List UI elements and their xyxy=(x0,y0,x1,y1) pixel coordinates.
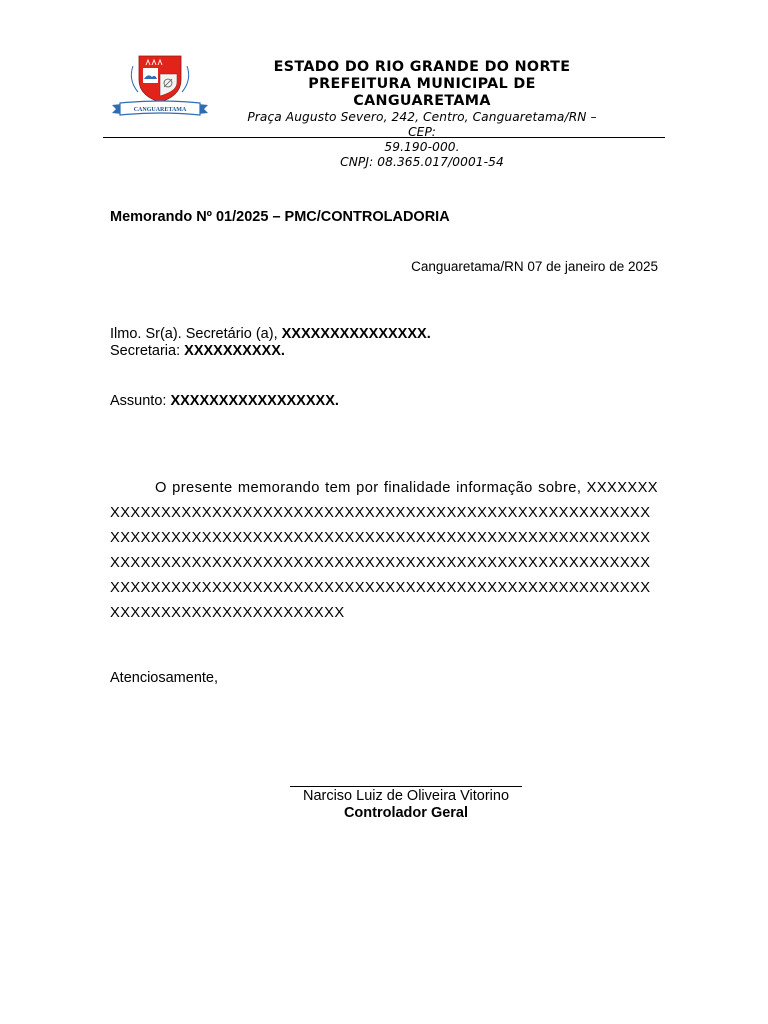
header-divider xyxy=(103,137,665,138)
closing: Atenciosamente, xyxy=(110,670,219,686)
address-line-1: Praça Augusto Severo, 242, Centro, Canguaretama/RN – CEP: xyxy=(247,110,597,139)
crest-banner-text: CANGUARETAMA xyxy=(133,107,187,113)
signature-line xyxy=(290,786,522,787)
letterhead xyxy=(240,59,604,170)
cnpj: CNPJ: 08.365.017/0001-54 xyxy=(340,155,504,169)
secretaria-label: Secretaria: xyxy=(110,343,185,359)
subject-value: XXXXXXXXXXXXXXXXX. xyxy=(170,393,339,409)
municipal-crest-logo xyxy=(108,52,212,122)
prefecture-name: PREFEITURA MUNICIPAL DE CANGUARETAMA xyxy=(308,76,536,109)
recipient-greeting xyxy=(110,326,431,342)
recipient-name: XXXXXXXXXXXXXXX. xyxy=(281,326,431,342)
signatory-name: Narciso Luiz de Oliveira Vitorino xyxy=(302,788,510,804)
address-line-2: 59.190-000. xyxy=(384,140,460,154)
memo-title: Memorando Nº 01/2025 – PMC/CONTROLADORIA xyxy=(110,209,450,225)
recipient-greeting-label: Ilmo. Sr(a). Secretário (a), xyxy=(110,326,282,342)
memo-subject xyxy=(110,393,339,409)
recipient-secretaria xyxy=(110,343,285,359)
secretaria-value: XXXXXXXXXX. xyxy=(184,343,285,359)
memo-body: O presente memorando tem por finalidade informação sobre, XXXXXXXXXXXXXXXXXXXXXXXXXXXXXXXXXXXXXXXXXXXXXXXXXXXXXXXXXXXXXXXXXXXXXXXXXXXXXXXXXXXXXXXXXXXXXXXXXXXXXXXXXXXXXXXXXXXXXXXXXXXXXXXXXXXXXXXXXXXXXXXXXXXXXXXXXXXXXXXXXXXXXXXXXXXXXXXXXXXXXXXXXXXXXXXXXXXXXXXXXXXXXXXXXXXXXXXXXXXXXXXXXXXXXXXXXXXXXXXXXX xyxy=(110,480,658,621)
subject-label: Assunto: xyxy=(110,393,171,409)
memo-date: Canguaretama/RN 07 de janeiro de 2025 xyxy=(411,259,658,274)
state-name: ESTADO DO RIO GRANDE DO NORTE xyxy=(273,59,571,75)
signatory-role: Controlador Geral xyxy=(343,805,469,821)
